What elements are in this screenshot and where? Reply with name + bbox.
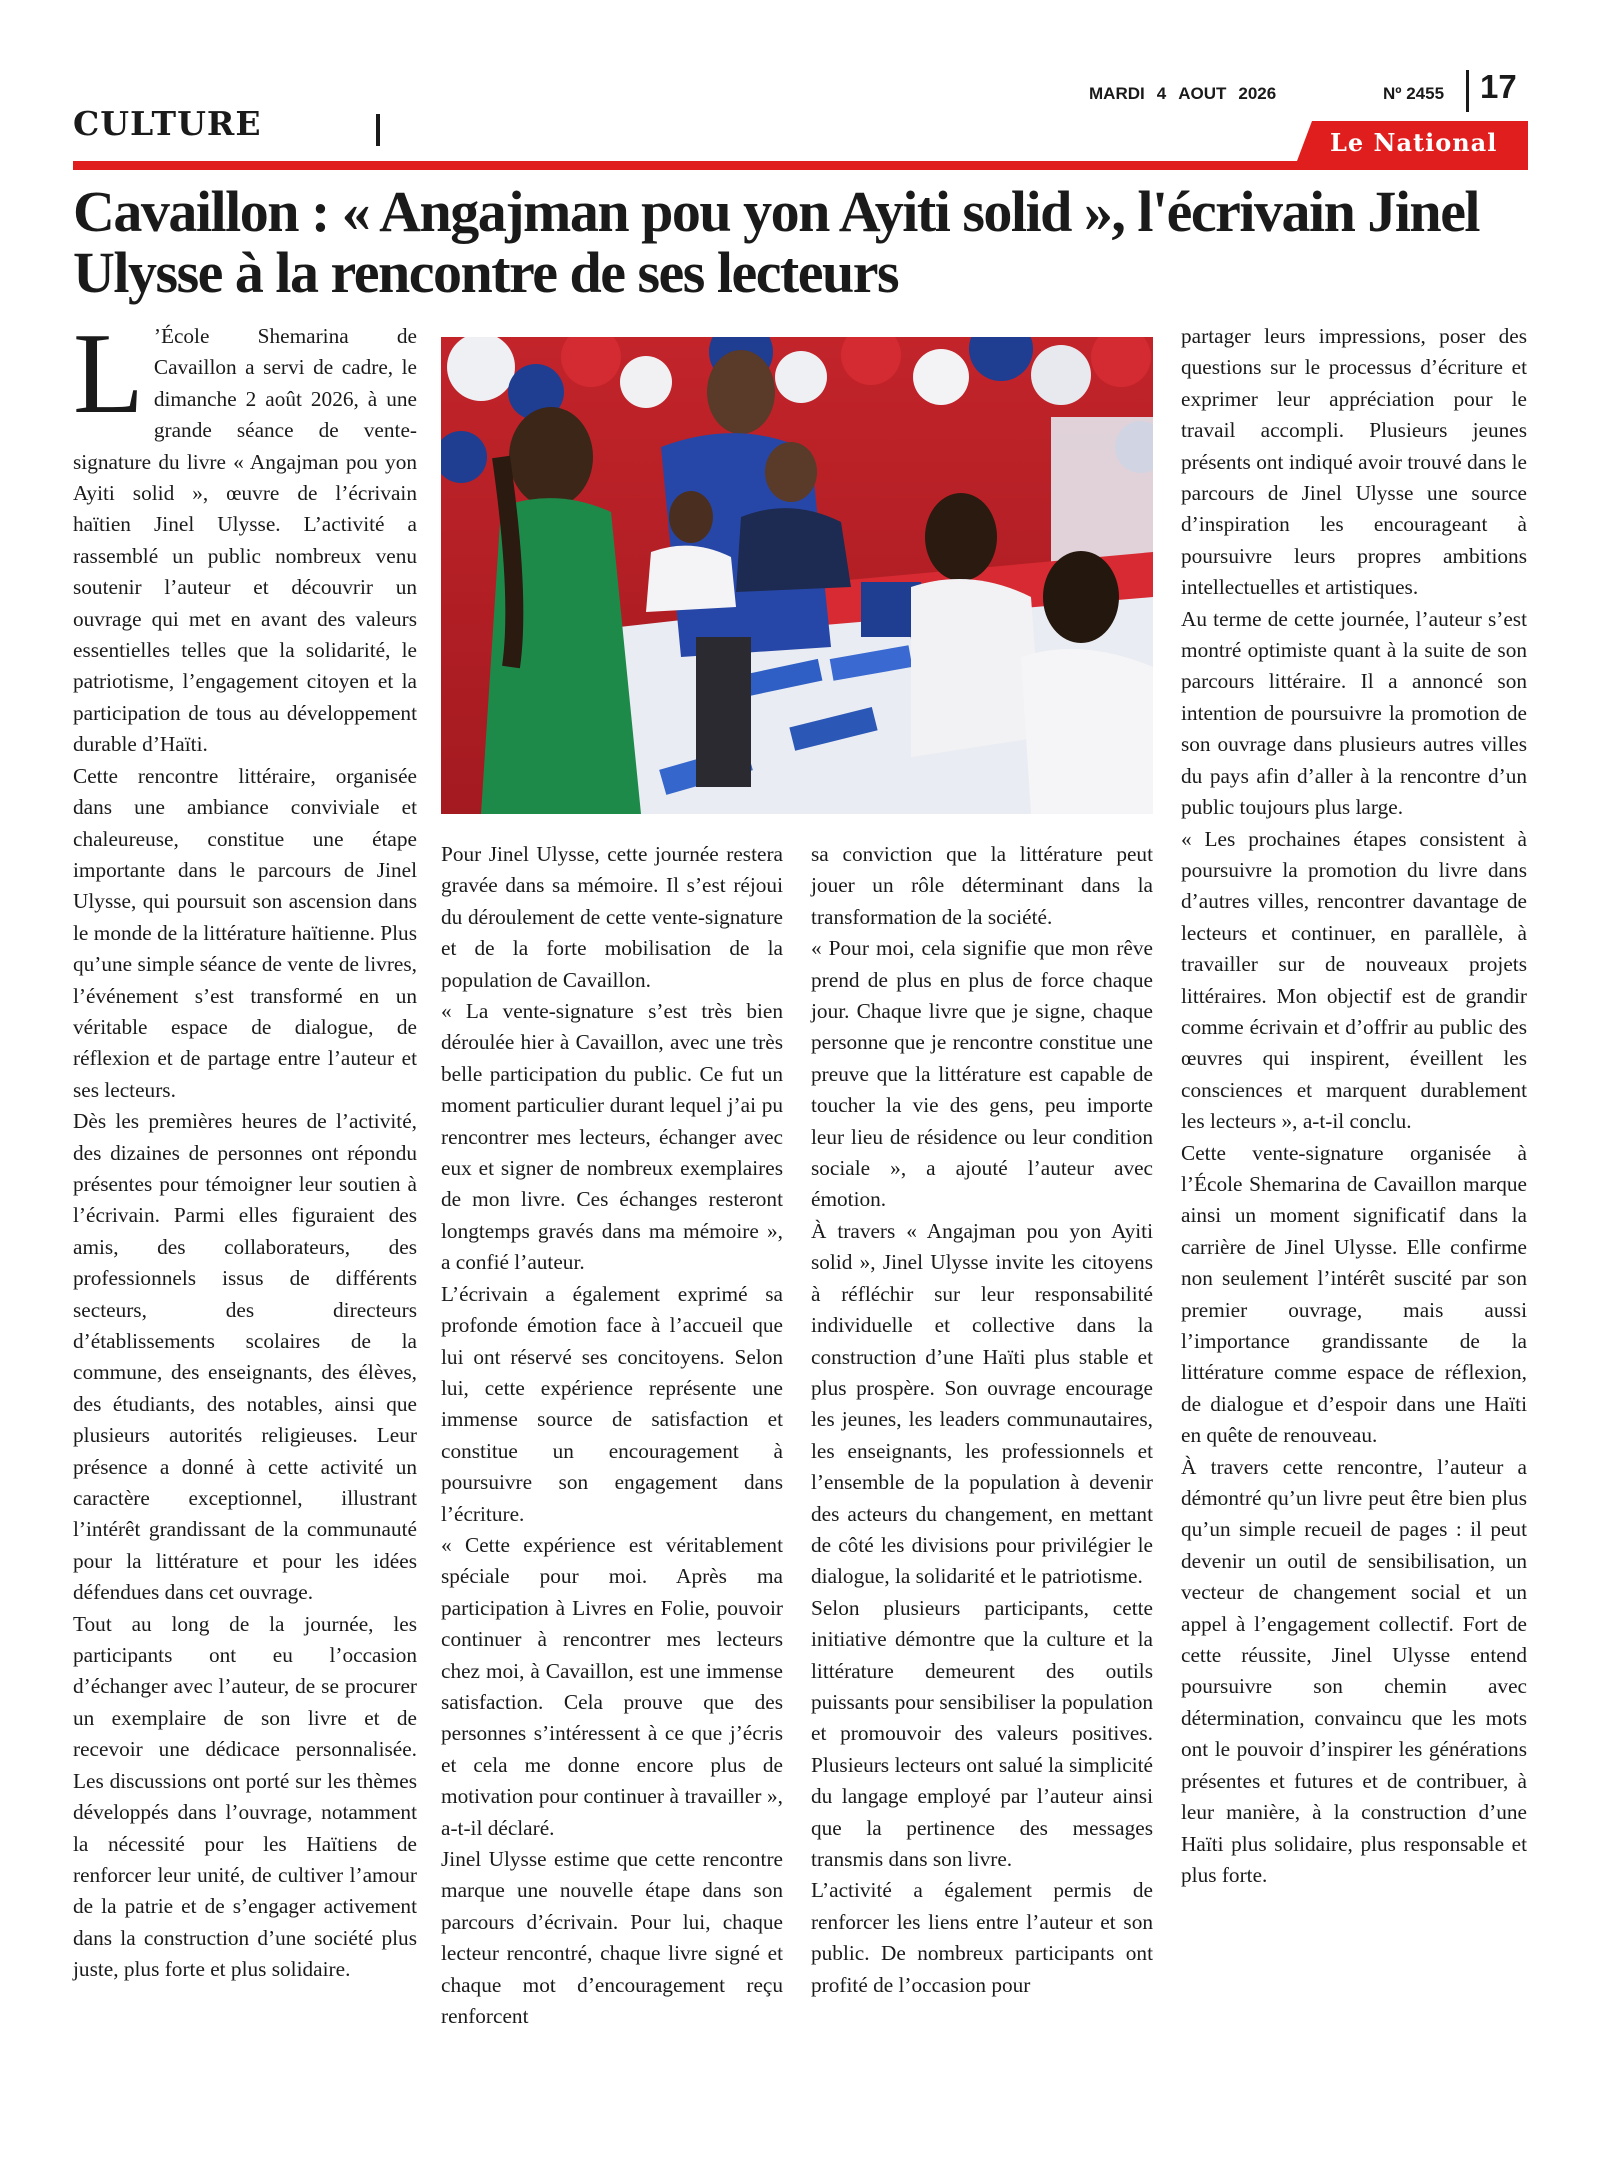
book-signing-photo <box>441 337 1153 814</box>
headline: Cavaillon : « Angajman pou yon Ayiti solid », l'écrivain Jinel Ulysse à la rencontre de ses lecteurs <box>73 179 1480 305</box>
paragraph: Cette rencontre littéraire, organisée dans une ambiance conviviale et chaleureuse, constitue une étape importante dans le parcours de Jinel Ulysse, qui poursuit son ascension dans le monde de la littérature haïtienne. Plus qu’une simple séance de vente de livres, l’événement s’est transformé en un véritable espace de dialogue, de réflexion et de partage entre l’auteur et ses lecteurs. <box>73 763 417 1102</box>
paragraph: « Cette expérience est véritablement spéciale pour moi. Après ma participation à Livres en Folie, pouvoir continuer à rencontrer mes lecteurs chez moi, à Cavaillon, est une immense satisfaction. Cela prouve que des personnes s’intéressent à ce que j’écris et cela me donne encore plus de motivation pour continuer à travailler », a-t-il déclaré. <box>441 1532 783 1840</box>
section-divider <box>376 114 380 146</box>
paragraph: « Les prochaines étapes consistent à poursuivre la promotion du livre dans d’autres villes, rencontrer davantage de lecteurs et continuer, en parallèle, à travailler sur de nouveaux projets littéraires. Mon objectif est de grandir comme écrivain et d’offrir au public des œuvres qui inspirent, éveillent les consciences et marquent durablement les lecteurs », a-t-il conclu. <box>1181 826 1527 1134</box>
paragraph: Au terme de cette journée, l’auteur s’est montré optimiste quant à la suite de son parcours littéraire. Il a annoncé son intention de poursuivre la promotion de son ouvrage dans plusieurs autres villes du pays afin d’aller à la rencontre d’un public toujours plus large. <box>1181 606 1527 820</box>
paragraph: Jinel Ulysse estime que cette rencontre marque une nouvelle étape dans son parcours d’écrivain. Pour lui, chaque lecteur rencontré, chaque livre signé et chaque mot d’encouragement reçu renforcent <box>441 1847 783 2029</box>
paragraph: Cette vente-signature organisée à l’École Shemarina de Cavaillon marque ainsi un moment significatif dans la carrière de Jinel Ulysse. Elle confirme non seulement l’intérêt suscité par son premier ouvrage, mais aussi l’importance grandissante de la littérature comme espace de réflexion, de dialogue et d’espoir dans une Haïti en quête de renouveau. <box>1181 1140 1527 1448</box>
paragraph: Dès les premières heures de l’activité, des dizaines de personnes ont répondu présentes pour témoigner leur soutien à l’écrivain. Parmi elles figuraient des amis, des collaborateurs, des professionnels issus de différents secteurs, des directeurs d’établissements scolaires de la commune, des enseignants, des élèves, des étudiants, des notables, ainsi que plusieurs autorités religieuses. Leur présence a donné à cette activité un caractère exceptionnel, illustrant l’intérêt grandissant de la communauté pour la littérature et pour les idées défendues dans cet ouvrage. <box>73 1109 417 1605</box>
article-column-4 <box>1181 321 1527 1891</box>
paragraph: sa conviction que la littérature peut jouer un rôle déterminant dans la transformation de la société. <box>811 842 1153 929</box>
paragraph: Selon plusieurs participants, cette initiative démontre que la culture et la littérature demeurent des outils puissants pour sensibiliser la population et promouvoir des valeurs positives. Plusieurs lecteurs ont salué la simplicité du langage employé par l’auteur ainsi que la pertinence des messages transmis dans son livre. <box>811 1595 1153 1871</box>
event-photo <box>441 337 1153 814</box>
paragraph: « La vente-signature s’est très bien déroulée hier à Cavaillon, avec une très belle participation du public. Ce fut un moment particulier durant lequel j’ai pu rencontrer mes lecteurs, échanger avec eux et signer de nombreux exemplaires de mon livre. Ces échanges resteront longtemps gravés dans ma mémoire », a confié l’auteur. <box>441 999 783 1275</box>
paragraph: À travers « Angajman pou yon Ayiti solid », Jinel Ulysse invite les citoyens à réfléchir sur leur responsabilité individuelle et collective dans la construction d’une Haïti plus stable et plus prospère. Son ouvrage encourage les jeunes, les leaders communautaires, les enseignants, les professionnels et l’ensemble de la population à devenir des acteurs du changement, en mettant de côté les divisions pour privilégier le dialogue, la solidarité et le patriotisme. <box>811 1218 1153 1589</box>
paragraph: Pour Jinel Ulysse, cette journée restera gravée dans sa mémoire. Il s’est réjoui du déroulement de cette vente-signature et de la forte mobilisation de la population de Cavaillon. <box>441 842 783 992</box>
paragraph: ’École Shemarina de Cavaillon a servi de cadre, le dimanche 2 août 2026, à une grande séance de vente-signature du livre « Angajman pou yon Ayiti solid », œuvre de l’écrivain haïtien Jinel Ulysse. L’activité a rassemblé un public nombreux venu soutenir l’auteur et découvrir un ouvrage qui met en avant des valeurs essentielles telles que la solidarité, le patriotisme, l’engagement citoyen et la participation de tous au développement durable d’Haïti. <box>73 324 417 757</box>
article-column-1 <box>73 310 417 1986</box>
paragraph: « Pour moi, cela signifie que mon rêve prend de plus en plus de force chaque jour. Chaque livre que je signe, chaque personne que je rencontre constitue une preuve que la littérature est capable de toucher la vie des gens, peu importe leur lieu de résidence ou leur condition sociale », a ajouté l’auteur avec émotion. <box>811 936 1153 1212</box>
page-number-divider <box>1466 70 1469 112</box>
date-number: 4 <box>1156 84 1167 103</box>
section-label: CULTURE <box>73 104 262 143</box>
article-column-2 <box>441 839 783 2032</box>
paragraph: À travers cette rencontre, l’auteur a démontré qu’un livre peut être bien plus qu’un simple recueil de pages : il peut devenir un outil de sensibilisation, un vecteur de changement social et un appel à l’engagement collectif. Fort de cette réussite, Jinel Ulysse entend poursuivre son chemin avec détermination, convaincu que les mots ont le pouvoir d’inspirer les générations présentes et futures et de contribuer, à leur manière, à la construction d’une Haïti plus solidaire, plus responsable et plus forte. <box>1181 1454 1527 1887</box>
drop-cap: L <box>73 310 144 438</box>
publication-name: Le National <box>1330 128 1498 157</box>
paragraph: Tout au long de la journée, les participants ont eu l’occasion d’échanger avec l’auteur, de se procurer un exemplaire de son livre et de recevoir une dédicace personnalisée. Les discussions ont porté sur les thèmes développés dans l’ouvrage, notamment la nécessité pour les Haïtiens de renforcer leur unité, de cultiver l’amour de la patrie et de s’engager activement dans la construction d’une société plus juste, plus forte et plus solidaire. <box>73 1611 417 1982</box>
date-month: AOUT <box>1178 84 1227 103</box>
page-number: 17 <box>1480 68 1517 105</box>
issue-number: Nº 2455 <box>1383 84 1445 103</box>
paragraph: partager leurs impressions, poser des questions sur le processus d’écriture et exprimer leur appréciation pour le travail accompli. Plusieurs jeunes présents ont indiqué avoir trouvé dans le parcours de Jinel Ulysse une source d’inspiration les encourageant à poursuivre leurs propres ambitions intellectuelles et artistiques. <box>1181 324 1527 600</box>
paragraph: L’activité a également permis de renforcer les liens entre l’auteur et son public. De nombreux participants ont profité de l’occasion pour <box>811 1878 1153 1997</box>
date-day: MARDI <box>1089 84 1145 103</box>
article-column-3 <box>811 839 1153 2001</box>
paragraph: L’écrivain a également exprimé sa profonde émotion face à l’accueil que lui ont réservé ses concitoyens. Selon lui, cette expérience représente une immense source de satisfaction et constitue un encouragement à poursuivre son engagement dans l’écriture. <box>441 1281 783 1526</box>
date-year: 2026 <box>1238 84 1277 103</box>
dateline <box>1089 84 1288 104</box>
